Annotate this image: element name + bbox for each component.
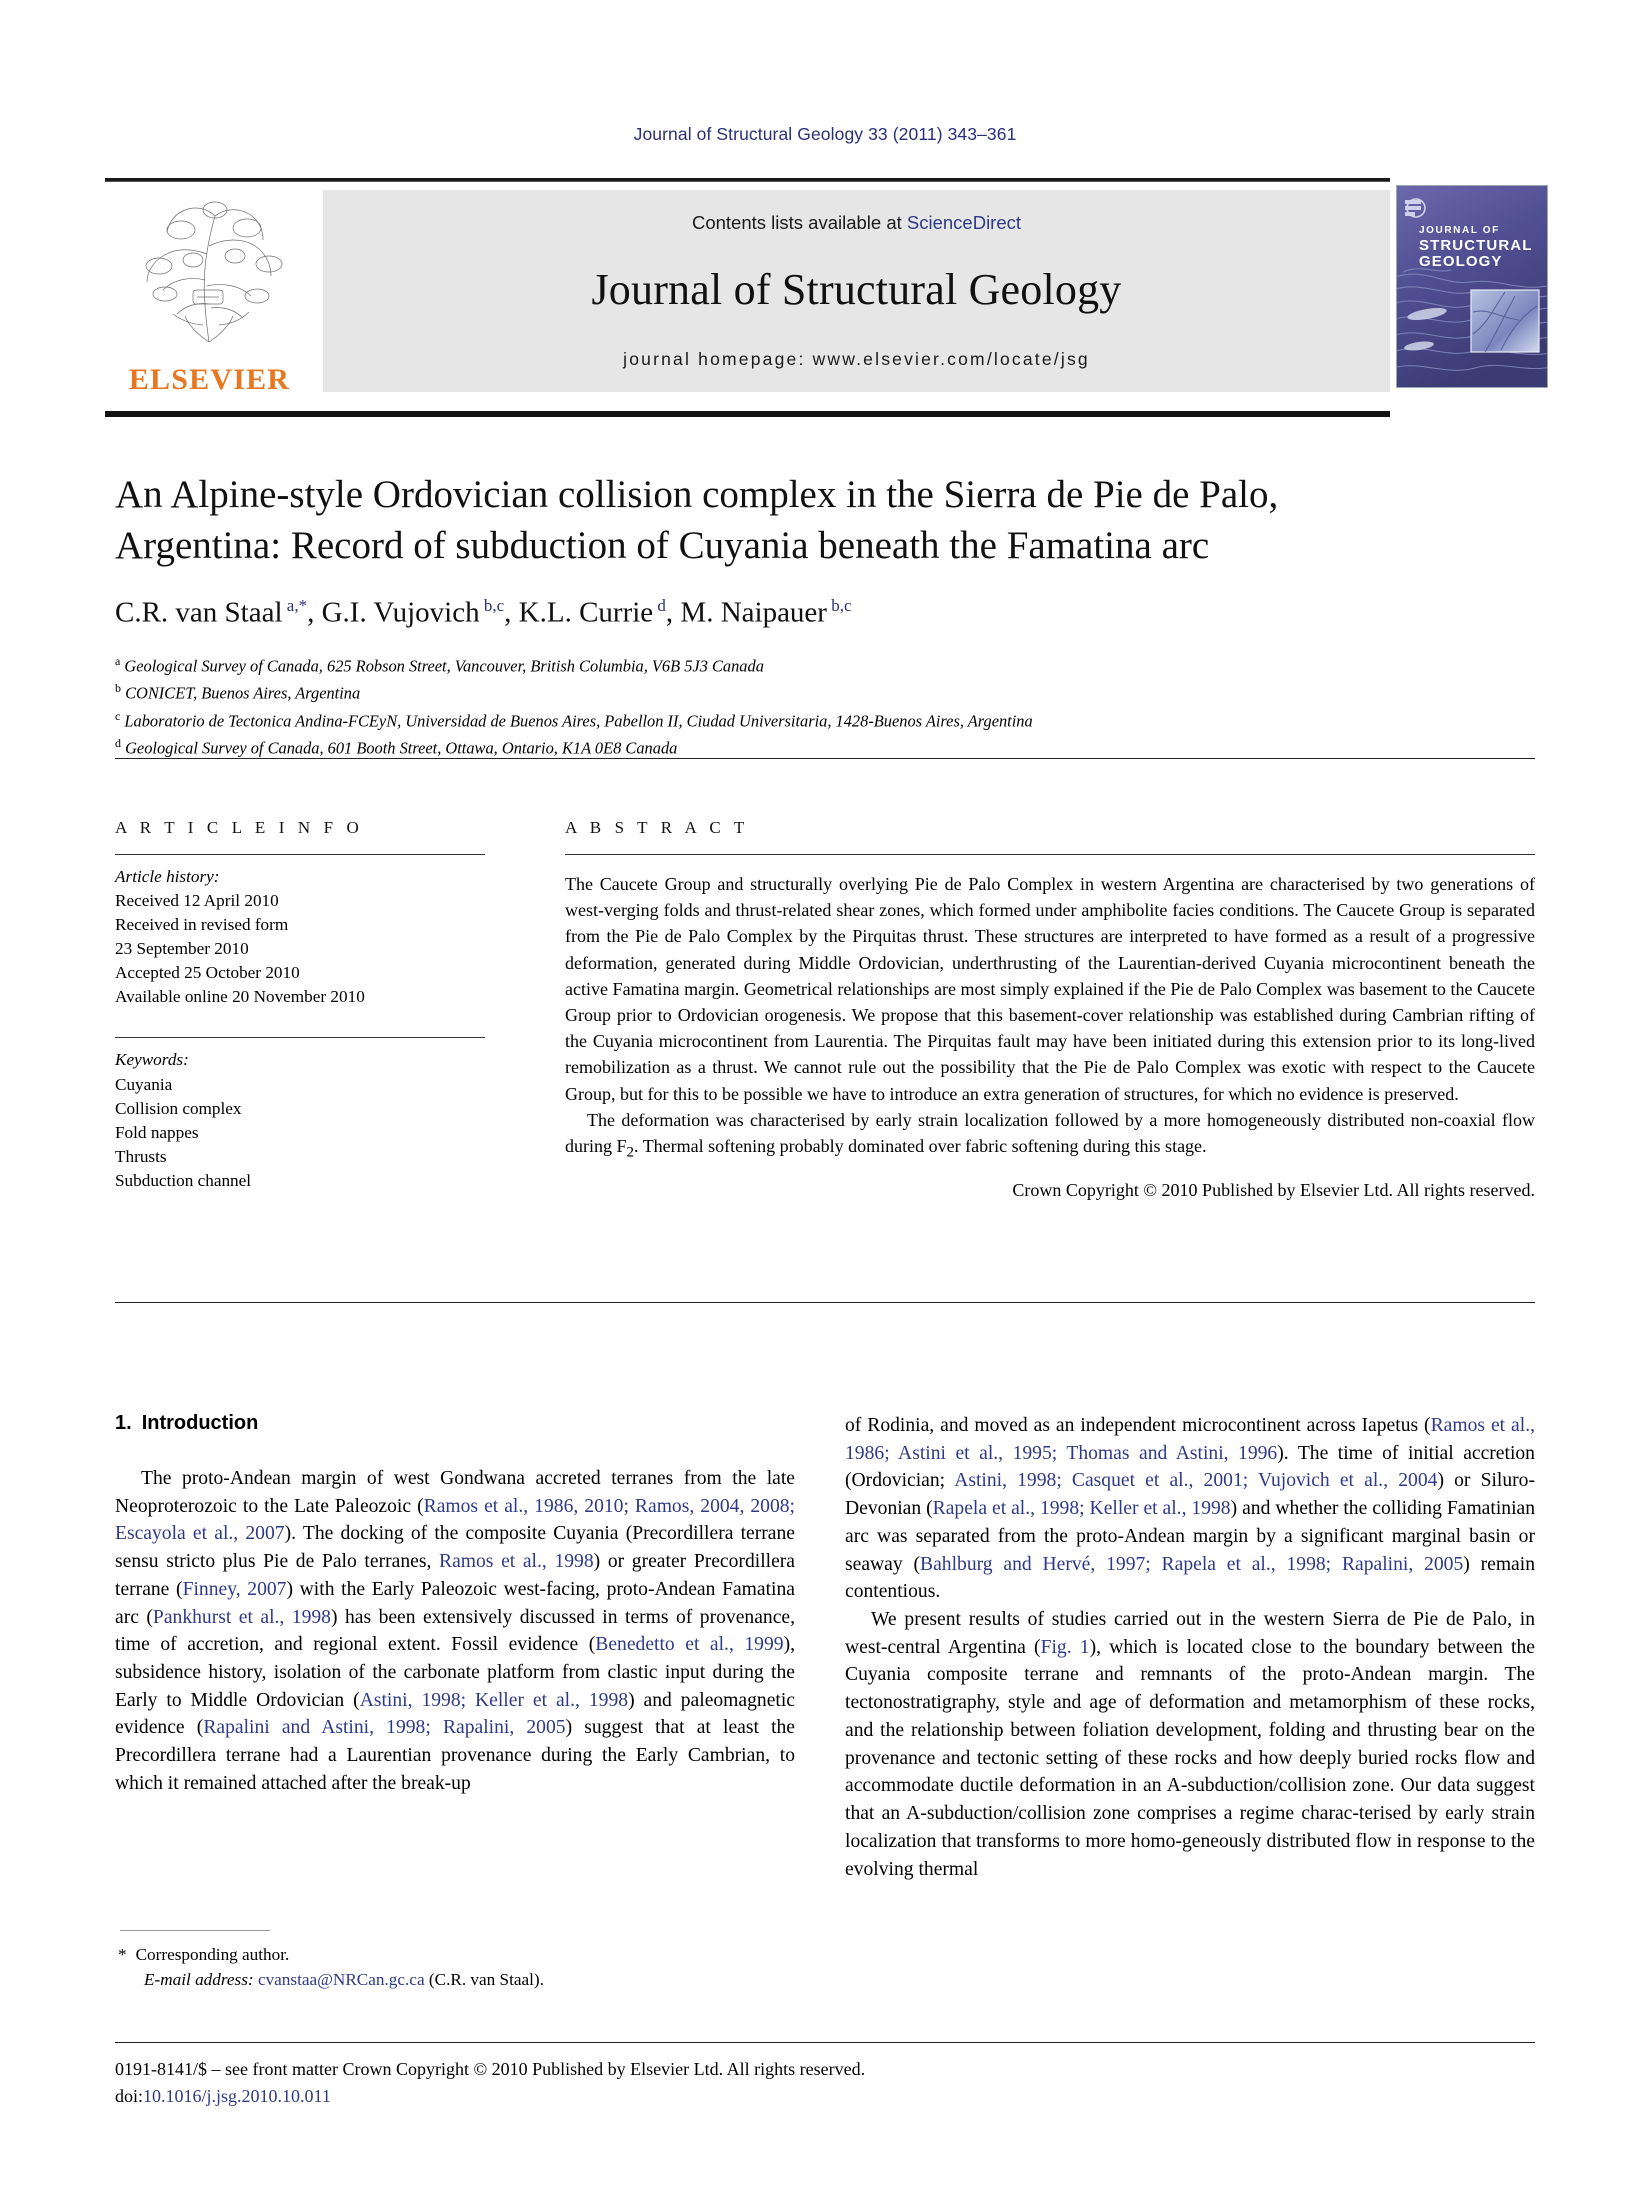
citation-link[interactable]: Astini, 1998; Casquet et al., 2001; Vujovich et al., 2004 bbox=[954, 1470, 1438, 1492]
article-history-item: 23 September 2010 bbox=[115, 939, 249, 959]
journal-masthead bbox=[105, 178, 1390, 417]
elsevier-tree-icon bbox=[119, 194, 299, 344]
citation-link[interactable]: Bahlburg and Hervé, 1997; Rapela et al., 1998; Rapalini, 2005 bbox=[920, 1553, 1464, 1575]
body-column-left bbox=[115, 1412, 795, 1798]
body-text-run: ) remain contentious. bbox=[845, 1553, 1535, 1603]
corresponding-author-text: Corresponding author. bbox=[135, 1945, 290, 1964]
article-info-rule bbox=[115, 854, 485, 855]
masthead-bottom-rule bbox=[105, 411, 1390, 417]
email-link[interactable]: cvanstaa@NRCan.gc.ca bbox=[257, 1969, 425, 1989]
journal-cover-thumbnail[interactable] bbox=[1396, 185, 1548, 388]
keywords-block bbox=[115, 1048, 485, 1192]
author-list: C.R. van Staal $^{a,*}$, G.I. Vujovich $^{b,c}$, K.L. Currie $^d$, M. Naipauer $^{b,c}$ bbox=[115, 596, 852, 629]
email-line bbox=[118, 1968, 798, 1993]
doi-line bbox=[115, 2083, 1535, 2110]
doi-label: doi: bbox=[115, 2086, 144, 2106]
body-text-run: ). The time of initial accretion (Ordovician; bbox=[845, 1442, 1535, 1492]
sciencedirect-link[interactable]: ScienceDirect bbox=[906, 212, 1022, 233]
citation-link[interactable]: Rapela et al., 1998; Keller et al., 1998 bbox=[932, 1498, 1231, 1520]
body-text-run: ) and paleomagnetic evidence ( bbox=[115, 1689, 795, 1739]
article-history-item: Accepted 25 October 2010 bbox=[115, 963, 300, 983]
article-info-heading: A R T I C L E I N F O bbox=[115, 818, 364, 837]
abstract-p2-subscript: 2 bbox=[626, 1144, 635, 1161]
citation-link[interactable]: Ramos et al., 1986, 2010; Ramos, 2004, 2008; Escayola et al., 2007 bbox=[115, 1495, 796, 1545]
affiliation-marker: b bbox=[115, 681, 121, 696]
running-head: Journal of Structural Geology 33 (2011) 343–361 bbox=[633, 124, 1017, 144]
citation-link[interactable]: Benedetto et al., 1999 bbox=[595, 1634, 784, 1656]
affiliation-list bbox=[115, 652, 1535, 762]
abstract-paragraph-1: The Caucete Group and structurally overlying Pie de Palo Complex in western Argentina are characterised by two generations of west-verging folds and thrust-related shear zones, which formed under amphibolite facies conditions. The Caucete Group is separated from the Pie de Palo Complex by the Pirquitas thrust. These structures are interpreted to have formed as a result of a progressive deformation, generated during Middle Ordovician, underthrusting of the Laurentian-derived Cuyania microcontinent beneath the active Famatina margin. Geometrical relationships are most simply explained if the Pie de Palo Complex was basement to the Caucete Group prior to Ordovician orogenesis. We propose that this basement-cover relationship was established during Cambrian rifting of the Cuyania microcontinent from Laurentia. The Pirquitas fault may have been initiated during this extension prior to its long-lived remobilization as a thrust. We cannot rule out the possibility that the Pie de Palo Complex was exotic with respect to the Caucete Group, but for this to be possible we have to introduce an extra generation of structures, for which no evidence is preserved. bbox=[565, 874, 1535, 1104]
affiliation-marker: d bbox=[115, 736, 121, 751]
affiliation-line: $^d$ Geological Survey of Canada, 601 Booth Street, Ottawa, Ontario, K1A 0E8 Canada bbox=[115, 736, 678, 758]
citation-link[interactable]: Rapalini and Astini, 1998; Rapalini, 2005 bbox=[203, 1717, 566, 1739]
abstract-text bbox=[565, 871, 1535, 1164]
abstract-p2-part-b: . Thermal softening probably dominated over fabric softening during this stage. bbox=[634, 1135, 1207, 1156]
article-info-column bbox=[115, 818, 485, 1193]
section-number: 1. bbox=[115, 1412, 132, 1434]
article-history-block bbox=[115, 865, 485, 1009]
masthead-top-rule-thin bbox=[105, 181, 1390, 182]
journal-title: Journal of Structural Geology bbox=[591, 265, 1122, 314]
elsevier-wordmark: ELSEVIER bbox=[128, 363, 291, 396]
doi-link[interactable]: 10.1016/j.jsg.2010.10.011 bbox=[143, 2086, 331, 2106]
title-line-1: An Alpine-style Ordovician collision complex in the Sierra de Pie de Palo, bbox=[115, 473, 1279, 516]
asterisk-marker: * bbox=[118, 1945, 127, 1964]
abstract-column bbox=[565, 818, 1535, 1201]
citation-link[interactable]: Ramos et al., 1998 bbox=[439, 1551, 594, 1573]
citation-link[interactable]: Fig. 1 bbox=[1040, 1636, 1090, 1658]
affiliation-marker: c bbox=[115, 708, 121, 723]
body-text-run: ) or Siluro-Devonian ( bbox=[845, 1470, 1536, 1520]
body-paragraph-right-1 bbox=[845, 1412, 1535, 1606]
body-column-right bbox=[845, 1412, 1535, 1883]
body-text-run: ), which is located close to the boundary between the Cuyania composite terrane and remnants of the proto-Andean margin. The tectonostratigraphy, style and age of deformation and metamorphism of these rocks, and the relationship between foliation development, folding and thrusting bear on the provenance and tectonic setting of these rocks and how deeply buried rocks flow and accommodate ductile deformation in an A-subduction/collision zone. Our data suggest that an A-subduction/collision zone comprises a regime charac-terised by early strain localization that transforms to more homo-geneously distributed flow in response to the evolving thermal bbox=[845, 1636, 1535, 1880]
keyword-item: Fold nappes bbox=[115, 1122, 199, 1142]
body-text-run: of Rodinia, and moved as an independent microcontinent across Iapetus ( bbox=[845, 1415, 1431, 1436]
footer-block bbox=[115, 2056, 1535, 2110]
contents-list-line bbox=[323, 212, 1390, 234]
journal-homepage-link[interactable]: journal homepage: www.elsevier.com/locate/jsg bbox=[623, 349, 1090, 369]
author-affiliation-marker: b,c bbox=[479, 596, 505, 615]
masthead-panel bbox=[323, 190, 1390, 392]
citation-link[interactable]: Astini, 1998; Keller et al., 1998 bbox=[359, 1689, 629, 1711]
keywords-rule bbox=[115, 1037, 485, 1038]
body-text-run: ) has been extensively discussed in terms of provenance, time of accretion, and regional extent. Fossil evidence ( bbox=[115, 1606, 795, 1656]
body-text-run: ) with the Early Paleozoic west-facing, proto-Andean Famatina arc ( bbox=[115, 1578, 795, 1628]
affiliation-marker: a bbox=[115, 654, 121, 668]
body-text-run: The proto-Andean margin of west Gondwana accreted terranes from the late Neoproterozoic to the Late Paleozoic ( bbox=[115, 1468, 795, 1517]
body-paragraph-right-2 bbox=[845, 1606, 1535, 1883]
keywords-label: Keywords: bbox=[115, 1050, 189, 1070]
cover-line3: GEOLOGY bbox=[1419, 253, 1503, 270]
author-affiliation-marker: d bbox=[653, 596, 666, 615]
author-name: G.I. Vujovich bbox=[321, 596, 480, 629]
footer-rule bbox=[115, 2042, 1535, 2043]
body-paragraph-left-1 bbox=[115, 1465, 795, 1798]
abstract-paragraph-2 bbox=[565, 1107, 1535, 1165]
abstract-copyright: Crown Copyright © 2010 Published by Elsevier Ltd. All rights reserved. bbox=[1012, 1180, 1535, 1201]
author-name: C.R. van Staal bbox=[115, 596, 283, 629]
keyword-item: Collision complex bbox=[115, 1098, 242, 1118]
author-name: K.L. Currie bbox=[518, 596, 654, 629]
affiliation-line: $^c$ Laboratorio de Tectonica Andina-FCEyN, Universidad de Buenos Aires, Pabellon II, Ciudad Universitaria, 1428-Buenos Aires, Argentina bbox=[115, 708, 1033, 731]
front-matter-line: 0191-8141/$ – see front matter Crown Copyright © 2010 Published by Elsevier Ltd. All rights reserved. bbox=[115, 2059, 866, 2079]
citation-link[interactable]: Finney, 2007 bbox=[182, 1578, 287, 1600]
keyword-item: Subduction channel bbox=[115, 1170, 252, 1190]
body-text-run: ) suggest that at least the Precordillera terrane had a Laurentian provenance during the Early Cambrian, to which it remained attached after the break-up bbox=[115, 1717, 796, 1794]
affiliation-line: $^b$ CONICET, Buenos Aires, Argentina bbox=[115, 681, 361, 703]
email-label: E-mail address: bbox=[144, 1969, 254, 1989]
email-owner: (C.R. van Staal). bbox=[428, 1969, 544, 1989]
contents-prefix: Contents lists available at bbox=[691, 212, 907, 233]
keyword-item: Cuyania bbox=[115, 1074, 173, 1094]
author-affiliation-marker: a,* bbox=[282, 596, 308, 615]
title-line-2: Argentina: Record of subduction of Cuyania beneath the Famatina arc bbox=[115, 523, 1210, 567]
abstract-p2-part-a: The deformation was characterised by early strain localization followed by a more homogeneously distributed non-coaxial flow during F bbox=[565, 1109, 1535, 1156]
rule-below-abstract bbox=[115, 1302, 1535, 1303]
body-text-run: ) and whether the colliding Famatinian arc was separated from the proto-Andean margin by a significant marginal basin or seaway ( bbox=[845, 1498, 1536, 1575]
footnote-rule bbox=[120, 1930, 270, 1931]
section-heading-introduction bbox=[115, 1412, 795, 1435]
article-history-item: Received 12 April 2010 bbox=[115, 891, 279, 911]
article-history-label: Article history: bbox=[115, 867, 220, 886]
cover-line2: STRUCTURAL bbox=[1419, 237, 1533, 254]
keyword-item: Thrusts bbox=[115, 1146, 167, 1166]
abstract-heading: A B S T R A C T bbox=[565, 818, 749, 837]
section-title: Introduction bbox=[141, 1412, 259, 1434]
cover-line1: JOURNAL OF bbox=[1419, 225, 1500, 236]
affiliation-line: $^a$ Geological Survey of Canada, 625 Robson Street, Vancouver, British Columbia, V6B 5J3 Canada bbox=[115, 654, 764, 676]
body-text-run: We present results of studies carried out in the western Sierra de Pie de Palo, in west-central Argentina ( bbox=[845, 1609, 1535, 1658]
rule-above-article-info bbox=[115, 758, 1535, 759]
corresponding-author-line bbox=[118, 1943, 798, 1968]
abstract-rule bbox=[565, 854, 1535, 855]
cover-artwork bbox=[1397, 186, 1548, 388]
body-text-run: ), subsidence history, isolation of the carbonate platform from clastic input during the Early to Middle Ordovician ( bbox=[115, 1634, 795, 1711]
article-history-item: Available online 20 November 2010 bbox=[115, 987, 365, 1007]
author-affiliation-marker: b,c bbox=[826, 596, 852, 615]
body-text-run: ). The docking of the composite Cuyania (Precordillera terrane sensu stricto plus Pie de Palo terranes, bbox=[115, 1523, 795, 1573]
author-name: M. Naipauer bbox=[680, 596, 827, 629]
citation-link[interactable]: Ramos et al., 1986; Astini et al., 1995; Thomas and Astini, 1996 bbox=[845, 1415, 1535, 1464]
footnote-block bbox=[118, 1943, 798, 1993]
page-title bbox=[115, 470, 1535, 571]
citation-link[interactable]: Pankhurst et al., 1998 bbox=[152, 1606, 331, 1628]
body-text-run: ) or greater Precordillera terrane ( bbox=[115, 1551, 795, 1600]
article-history-item: Received in revised form bbox=[115, 915, 289, 935]
elsevier-logo[interactable] bbox=[105, 190, 317, 405]
